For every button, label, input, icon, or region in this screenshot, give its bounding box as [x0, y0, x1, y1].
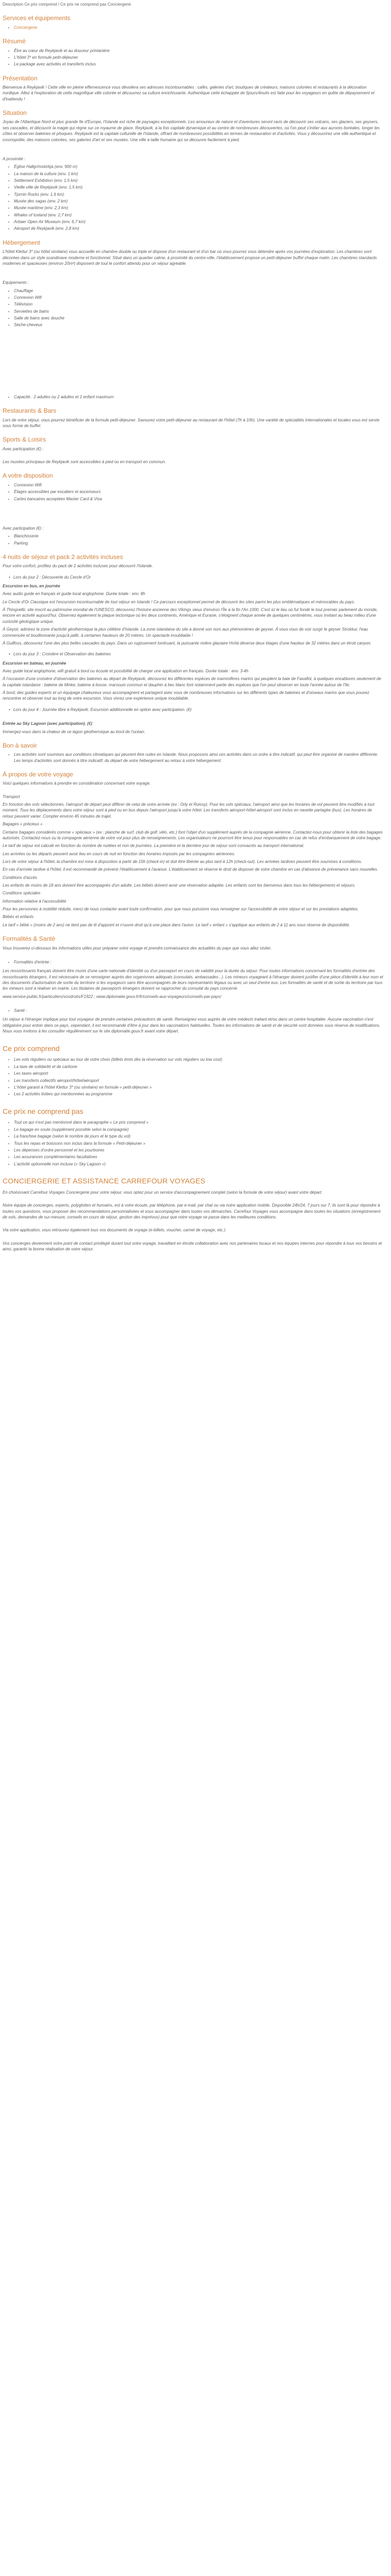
formalites-links[interactable]: www.service-public.fr/particuliers/vosdroits/F1922 ; www.diplomatie.gouv.fr/fr/conseils-aux-voyageurs/conseils-par-pays/: [3, 994, 221, 999]
list-item: • Connexion Wifi: [14, 295, 383, 300]
list-item: • Les assurances complémentaires facultatives: [14, 1154, 383, 1160]
list-item: • Tjornin Rocks (env. 1,6 km): [14, 192, 383, 197]
list-item: • Étages accessibles par escaliers et ascenseurs: [14, 489, 383, 495]
day2-line: Avec audio guide en français et guide local anglophone. Durée totale : env. 8h: [3, 591, 145, 597]
info-text: Pour les personnes à mobilité réduite, merci de nous contacter avant toute confirmation, pour que nous puissions vous renseigner sur l'accessibilité de votre séjour et sur les prestations adaptées.: [3, 907, 359, 912]
transport-head: Transport: [3, 794, 20, 799]
bagages-head: Bagages « précieux »: [3, 822, 43, 827]
list-item: • Les vols réguliers ou spéciaux au tour de votre choix (billets émis dès la réservation sur vols réguliers ou low cost): [14, 1057, 383, 1062]
conciergerie-text-3: Vos concierges deviennent votre point de contact privilégié durant tout votre voyage, travaillant en étroite collaboration avec nos partenaires locaux et nos équipes internes pour répondre à tous vos besoins et ainsi, garantir la bonne réalisation de votre séjour.: [3, 1241, 382, 1251]
bagages-text-3: Les arrivées ou les départs peuvent avoir lieu en cours de nuit en fonction des horaires imposés par les compagnies aériennes.: [3, 851, 235, 856]
conciergerie-intro: En choisissant Carrefour Voyages Conciergerie pour votre séjour, vous optez pour un service d'accompagnement complet (selon la formule de votre séjour) avant votre départ.: [3, 1190, 323, 1195]
conciergerie-text-1: Notre équipe de concierges, experts, polyglottes et humains, est à votre écoute, par téléphone, par e-mail, par chat ou via notre application mobile. Disponible 24h/24, 7 jours sur 7, ils sont là pour répondre à toutes vos questions, vous proposer des recommandations personnalisées et vous accompagner dans toutes vos démarches. Carrefour Voyages vous accompagne dans toutes les situations (enregistrement de vols, demandes de sur-mesure, conseils en cours de séjour, gestion des imprévus) pour que votre voyage se passe dans les meilleures conditions.: [3, 1203, 381, 1219]
services-list: [3, 25, 383, 30]
list-item: • Musée des sagas (env. 2 km): [14, 198, 383, 204]
hebergement-text: L'hôtel Klettur 3* (ou hôtel similaire) vous accueille en chambre double ou triple et dispose d'un restaurant et d'un bar où vous pourrez vous détendre après vos journées d'exploration. Les chambres sont décorées dans un style scandinave moderne et fonctionnel. Situé dans un quartier calme, à proximité du centre-ville, l'établissement propose un petit-déjeuner buffet chaque matin. Les chambres standards modernes et spacieuses (environ 20m²) disposent de tout le confort attendu pour un séjour agréable.: [3, 249, 377, 266]
list-item: • Serviettes de bains: [14, 309, 383, 314]
access-text: Les enfants de moins de 18 ans doivent être accompagnés d'un adulte. Les bébés doivent avoir une réservation adaptée. Les enfants sont les bienvenus dans tous les hébergements et séjours.: [3, 883, 356, 888]
special-conditions-link[interactable]: Conditions spéciales: [3, 891, 41, 896]
list-item: • Santé :: [14, 1008, 383, 1013]
list-item: • Sèche-cheveux: [14, 322, 383, 328]
apropos-intro: Voici quelques informations à prendre en considération concernant votre voyage.: [3, 781, 151, 786]
dispo-list: [3, 482, 383, 502]
necomprend-title: Ce prix ne comprend pas: [3, 1107, 84, 1115]
list-item: • Les transferts collectifs aéroport/hôtel/aéroport: [14, 1078, 383, 1083]
equipment-label: Equipements :: [3, 280, 29, 285]
bagages-text-2: Le tarif de séjour est calculé en fonction du nombre de nuitées et non de journées. La première et la dernière jour de séjour sont consacrés au transport international.: [3, 843, 304, 849]
list-item: • Settlement Exhibition (env. 1,5 km): [14, 178, 383, 183]
day-3: • Lors du jour 3 : Croisière et Observation des baleines: [3, 651, 383, 657]
resume-list: [3, 48, 383, 67]
day2-line: À Geysir, admirez la zone d'activité géothermique la plus célèbre d'Islande. La zone islandaise du site a donné son nom aux phénomènes de geyser. À vous vous de voir surgir le geyser Strokkur, l'eau commencée et bouillonnante jusqu'à jaillir, à certaines hauteurs de 20 mètres. Un spectacle inoubliable !: [3, 627, 368, 638]
sports-title: Sports & Loisirs: [3, 436, 46, 444]
equipment-list: [3, 288, 383, 328]
extra-activity: Entrée au Sky Lagoon (avec participation). (€): [3, 721, 92, 726]
list-item: • Arbaer Open Air Museum (env. 6,7 km): [14, 219, 383, 225]
list-item: • Télévision: [14, 301, 383, 307]
comprend-list: [3, 1057, 383, 1097]
list-item: • Conciergerie: [14, 25, 383, 30]
day2-head: Excursion en bus, en journée: [3, 584, 60, 589]
list-item: • Parking: [14, 540, 383, 546]
conciergerie-text-2: Via votre application, vous retrouvez également tous vos documents de voyage (e-billets, voucher, carnet de voyage, etc.).: [3, 1228, 226, 1233]
list-item: • Whales of Iceland (env. 2,7 km): [14, 212, 383, 218]
list-item: • Salle de bains avec douche: [14, 315, 383, 321]
list-item: • Tout ce qui n'est pas mentionné dans le paragraphe « Le prix comprend »: [14, 1120, 383, 1125]
day-4: • Lors du jour 4 : Journée libre à Reykjavik. Excursion additionnelle en option avec participation. (€): [3, 707, 383, 713]
day-2: • Lors du jour 2 : Découverte du Cercle d'Or: [3, 574, 383, 580]
list-item: • Aéroport de Reykjavik (env. 2,8 km): [14, 226, 383, 231]
bebe-head: Bébés et enfants: [3, 914, 34, 920]
situation-title: Situation: [3, 109, 27, 117]
hebergement-title: Hébergement: [3, 239, 40, 246]
situation-text: Joyau de l'Atlantique Nord et plus grande île d'Europe, l'Islande est riche de paysages exceptionnels. Les amoureux de nature et d'aventures seront ravis de découvrir ses volcans, ses glaciers, ses geysers, ses cascades, et découvrir la magie qui règne sur ce royaume de glace. Reykjavik, à la fois capitale dynamique et au centre de nombreuses découvertes, où l'on peut s'initier aux aurores boréales, longer les côtes et observer baleines et phoques. Reykjavik est la capitale culturelle de l'Islande, offrant de nombreuses possibilités en termes de restauration et d'activités. Vous y découvrirez une ville authentique et cosmopolite, des maisons colorées, ses galeries d'art et ses musées. Une ville à taille humaine qui se découvre facilement à pied.: [3, 120, 380, 142]
list-item: • La taxe de solidarité et de carbone: [14, 1064, 383, 1070]
restaurants-text: Lors de votre séjour, vous pourrez bénéficier de la formule petit-déjeuner. Savourez votre petit-déjeuner au restaurant de l'hôtel (7h à 10h). Une variété de spécialités internationales et locales vous est servie sous forme de buffet.: [3, 417, 380, 428]
bagages-text: Certains bagages considérés comme « spéciaux » (ex : planche de surf, club de golf, vélo, etc.) font l'objet d'un supplément auprès de la compagnie aérienne. Contactez-nous pour obtenir la liste des bagages autorisés. Contactez-nous ou la compagnie aérienne de votre vol pour plus de renseignements. Les organisateurs ne pourront être tenus pour responsables en cas de refus d'embarquement de votre bagage.: [3, 829, 383, 840]
bonasavoir-list: [3, 752, 383, 764]
comprend-title: Ce prix comprend: [3, 1044, 60, 1053]
programme-title: 4 nuits de séjour et pack 2 activités incluses: [3, 553, 123, 561]
list-item: • Musée maritime (env. 2,3 km): [14, 205, 383, 211]
list-item: • Être au cœur de Reykjavik et au douceur printanière: [14, 48, 383, 54]
list-item: • Chauffage: [14, 288, 383, 294]
day3-line: Avec guide local anglophone, wifi gratuit à bord ou écoute et possibilité de charger une application en français. Durée totale : env. 3-4h: [3, 669, 249, 673]
proximity-list: [3, 164, 383, 232]
list-item: • Vieille ville de Reykjavik (env. 1,5 km): [14, 184, 383, 190]
services-title: Services et équipements: [3, 14, 71, 22]
page: [0, 0, 386, 1264]
day2-line: Le Cercle d'Or Classique est l'excursion incontournable de tout séjour en Islande ! Ce parcours exceptionnel permet de découvrir les sites parmi les plus emblématiques et mémorables du pays.: [3, 599, 355, 604]
formalites-text: Les ressortissants français doivent être munis d'une carte nationale d'identité ou d'un passeport en cours de validité pour la durée du séjour. Pour toutes informations concernant les formalités d'entrée des ressortissants étrangers, il est nécessaire de se renseigner auprès des organismes adéquats (consulats, ambassades...). Les mineurs voyageant à l'étranger doivent justifier d'une pièce d'identité à leur nom et des documents d'autorisation de sortie du territoire si les voyageurs sans être accompagnés de leurs représentants légaux ou avec un seul d'entre eux. Les formalités de santé et de sortie du territoire par tous les mineurs sont à réaliser en mairie. Les titulaires de passeports étrangers doivent se rapprocher du consulat du pays concerné.: [3, 969, 383, 991]
list-item: • Connexion Wifi: [14, 482, 383, 488]
info-head: Information relative à l'accessibilité: [3, 899, 67, 904]
sante-list: [3, 1008, 383, 1013]
transport-text: En fonction des vols sélectionnés, l'aéroport de départ peut différer de celui de votre arrivée (ex : Orly et Roissy). Pour les vols spéciaux, l'aéroport ainsi que les horaires de vol peuvent être modifiés à tout moment. Tous les déplacements dans votre séjour sont à pied ou en bus depuis l'aéroport jusqu'à votre hôtel. Les transferts aéroport-hôtel-aéroport sont inclus en navette partagée (bus). Les horaires de retour peuvent varier. Compter environ 45 minutes de trajet.: [3, 802, 374, 819]
apropos-title: À propos de votre voyage: [3, 770, 73, 778]
restaurants-title: Restaurants & Bars: [3, 407, 57, 415]
formalites-list: [3, 959, 383, 965]
resume-title: Résumé: [3, 38, 26, 45]
programme-sub: Pour votre confort, profitez du pack de 2 activités incluses pour découvrir l'Islande.: [3, 564, 153, 569]
list-item: • Capacité : 2 adultes ou 2 adultes et 1 enfant maximum: [14, 394, 383, 400]
day2-line: À Gullfoss, découvrez l'une des plus belles cascades du pays. Dans un rugissement tonitruant, la puissante rivière glaciaire Hvítá déverse deux étages d'une hauteur de 32 mètres dans un étroit canyon.: [3, 640, 372, 646]
proximity-label: A proximité :: [3, 156, 26, 161]
list-item: • L'hôtel garanti à l'hôtel Klettur 3* (ou similaire) en formule « petit-déjeuner »: [14, 1084, 383, 1090]
list-item: • Les 2 activités listées qui mentionnées au programme: [14, 1091, 383, 1097]
list-item: • Blanchisserie: [14, 533, 383, 539]
list-item: • Les activités sont soumises aux conditions climatiques qui peuvent être rudes en Islande. Nous proposons ainsi ces activités dans un ordre à titre indicatif, qui peut être organisé de manière différente. Les temps d'activités sont donnés à titre indicatif, du départ de votre hébergement au retour à votre hébergement.: [14, 752, 383, 764]
list-item: • Les dépenses d'ordre personnel et les pourboires: [14, 1147, 383, 1153]
sports-sub: Avec participation (€) :: [3, 446, 44, 451]
presentation-text: Bienvenue à Reykjavik ! Cette ville en pleine effervescence vous dévoilera ses adresses incontournables : cafés, galeries d'art, boutiques de créateurs, maisons colorées et restaurants à la décoration nordique. Allez à l'exploration de cette magnifique ville colorée et découvrez sa culture enrichissante. Authentique cette échappée de 5jours/4nuits est faite pour les voyageurs en quête de dépaysement et d'inattendu !: [3, 84, 374, 101]
presentation-title: Présentation: [3, 74, 38, 82]
list-item: • La franchise bagage (selon le nombre de jours et le type du vol): [14, 1133, 383, 1139]
list-item: • Église Hallgrímskirkja (env. 900 m): [14, 164, 383, 170]
list-item: • Tous les repas et boissons non inclus dans la formule « Petit-déjeuner »: [14, 1141, 383, 1146]
list-item: • L'activité optionnelle non incluse (« Sky Lagoon »): [14, 1161, 383, 1167]
list-item: • Les taxes aéroport: [14, 1071, 383, 1076]
day3-head: Excursion en bateau, en journée: [3, 660, 67, 666]
list-item: • La maison de la culture (env. 1 km): [14, 171, 383, 177]
formalites-intro: Vous trouverez ci-dessous les informations utiles pour préparer votre voyage et prendre connaissance des actualités du pays que vous allez visiter.: [3, 945, 272, 951]
dispo-title: A votre disposition: [3, 472, 53, 480]
list-item: • L'hôtel 3* en formule petit-déjeuner: [14, 55, 383, 60]
extra-activity-text: Immergez-vous dans la chaleur de ce lagon géothermique au bord de l'océan.: [3, 729, 145, 734]
sports-text: Les musées principaux de Reykjavik sont accessibles à pied ou en transport en commun.: [3, 460, 166, 465]
day3-line: À l'occasion d'une croisière d'observation des baleines au départ de Reykjavik, découvrez les différentes espèces de mammifères marins qui peuplent la baie de Faxaflói, à quelques encablures seulement de la capitale islandaise : baleine de Minke, baleine à bosse, marsouin commun et dauphin à bec blanc font notamment partie des espèces que l'on peut observer en toute l'année autour de l'île.: [3, 676, 381, 687]
access-head: Conditions d'accès: [3, 875, 37, 880]
sante-text: Un séjour à l'étranger implique pour tout voyageur de prendre certaines précautions de santé. Renseignez-vous auprès de votre médecin traitant et/ou dans un centre hospitalier. Aucune vaccination n'est obligatoire pour entrer dans ce pays, cependant, il est recommandé d'être à jour dans les vaccinations habituelles. Toutes les informations de santé et de sécurité sont données sous réserve de modifications. Nous vous invitons à les consulter régulièrement sur le site diplomatie.gouv.fr avant votre départ.: [3, 1017, 381, 1034]
dispo-sub: Avec participation (€) :: [3, 526, 44, 531]
conciergerie-title: CONCIERGERIE ET ASSISTANCE CARREFOUR VOYAGES: [3, 1176, 206, 1185]
day3-line: À bord, des guides experts et un équipage chaleureux vous accompagnent et partagent avec vous de nombreuses informations sur les différents types de baleines et d'oiseaux marins que vous pouvez rencontrer et observer tout au long de votre excursion. Vous vivrez une expérience unique inoubliable.: [3, 690, 369, 701]
day2-line: À Thingvellir, site inscrit au patrimoine mondial de l'UNESCO, découvrez l'histoire ancienne des Vikings vieux d'environ l'Île à la fin l'An 1000. C'est ici le lieu où fut fondé le tout premier parlement du monde, encore en activité aujourd'hui. Observez également la plaque tectonique où les deux continents, Amérique et Eurasie, s'éloignent chaque année de quelques centimètres, vous invitant au beau milieu d'une curiosité géologique unique.: [3, 607, 378, 624]
necomprend-list: [3, 1120, 383, 1167]
bonasavoir-title: Bon à savoir: [3, 741, 37, 749]
late-text: En cas d'arrivée tardive à l'hôtel, il est recommandé de prévenir l'établissement à l'avance. L'établissement se réserve le droit de disposer de votre chambre en cas d'absence de prévenance sans nouvelles.: [3, 867, 379, 872]
breadcrumb: Description Ce prix comprend / Ce prix ne comprend pas Conciergerie: [3, 2, 131, 7]
hotel-text: Lors de votre séjour à l'hôtel, la chambre est mise à disposition à partir de 15h (check-in) et doit être libérée au plus tard à 12h (check-out). Les arrivées tardives peuvent être soumises à conditions.: [3, 859, 362, 864]
list-item: • Le package avec activités et transferts inclus: [14, 61, 383, 67]
formalites-title: Formalités & Santé: [3, 935, 56, 943]
list-item: • Le bagage en soute (supplément possible selon la compagnie): [14, 1127, 383, 1132]
capacity-list: [3, 394, 383, 400]
list-item: • Formalités d'entrée :: [14, 959, 383, 965]
bebe-text: Le tarif « bébé » (moins de 2 ans) ne tient pas de lit d'appoint et n'ouvre droit qu'à une place dans l'avion. Le tarif « enfant » s'applique aux enfants de 2 à 11 ans sous réserve de disponibilité.: [3, 922, 350, 927]
list-item: • Cartes bancaires acceptées Master Card & Visa: [14, 496, 383, 502]
dispo-list-2: [3, 533, 383, 546]
